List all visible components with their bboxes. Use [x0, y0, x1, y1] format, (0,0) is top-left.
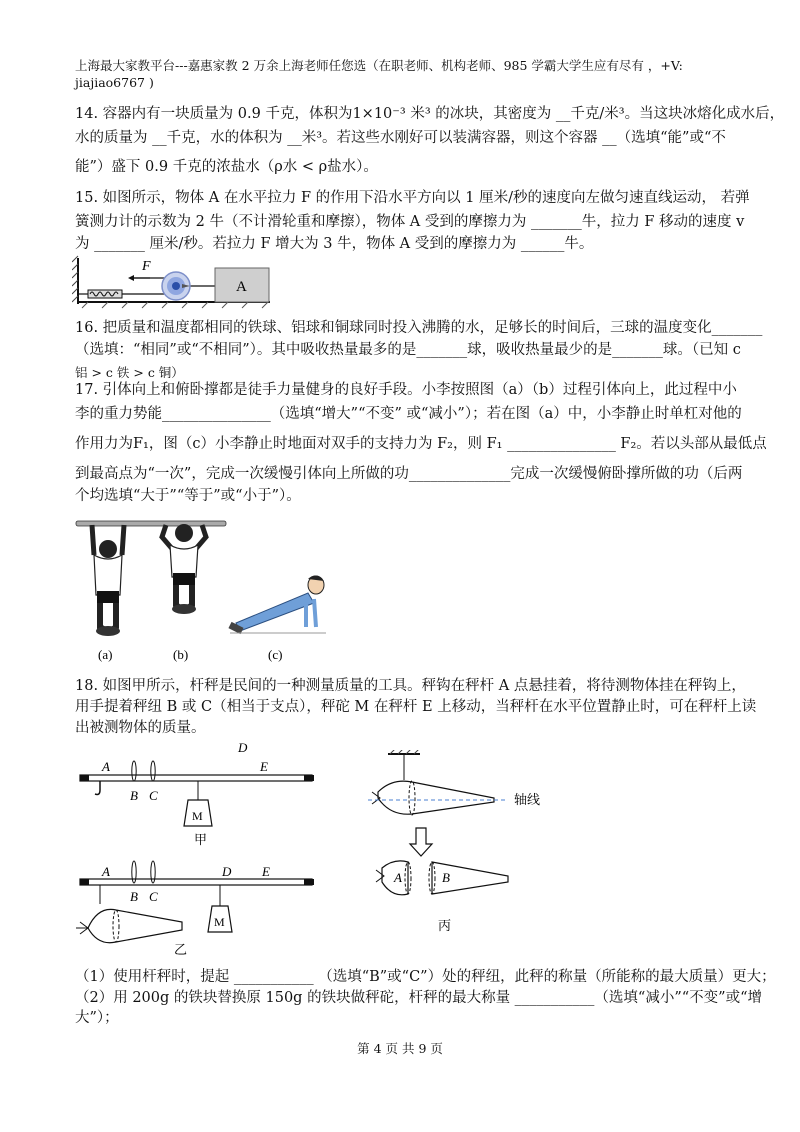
q17-line-1: 17. 引体向上和俯卧撑都是徒手力量健身的良好手段。小李按照图（a）（b）过程引体向上，此过程中小	[75, 382, 737, 398]
down-arrow-icon	[410, 828, 432, 856]
label-jia: 甲	[194, 832, 208, 847]
point-b-yi: B	[130, 889, 138, 904]
q18-line-3: 出被测物体的质量。	[75, 720, 206, 736]
point-b-jia: B	[130, 788, 138, 803]
exercise-figure	[70, 515, 350, 665]
pulley-figure	[72, 254, 272, 310]
point-a-yi: A	[102, 864, 110, 879]
q14-line-3: 能”）盛下 0.9 千克的浓盐水（ρ水 < ρ盐水）。	[75, 159, 378, 175]
header-line-1: 上海最大家教平台---嘉惠家教 2 万余上海老师任您选（在职老师、机构老师、985 学霸大学生应有尽有 ，+V:	[75, 58, 683, 73]
axis-label: 轴线	[514, 792, 541, 807]
q16-line-3: 铝 > c 铁 > c 铜）	[75, 365, 184, 380]
cone-a-label: A	[394, 870, 402, 885]
page-footer: 第 4 页 共 9 页	[357, 1041, 443, 1056]
point-d-yi: D	[222, 864, 232, 879]
hanging-cone	[378, 781, 494, 814]
person-b-icon	[162, 524, 206, 614]
page-header	[75, 57, 735, 91]
q15-line-1: 15. 如图所示，物体 A 在水平拉力 F 的作用下沿水平方向以 1 厘米/秒的速度向左做匀速直线运动， 若弹	[75, 190, 750, 206]
q15-line-2: 簧测力计的示数为 2 牛（不计滑轮重和摩擦），物体 A 受到的摩擦力为 _______牛，拉力 F 移动的速度 v	[75, 214, 745, 230]
cone-figure	[368, 750, 548, 940]
point-c-jia: C	[149, 788, 158, 803]
person-a-icon	[92, 525, 124, 636]
q18-line-1: 18. 如图甲所示，杆秤是民间的一种测量质量的工具。秤钩在秤杆 A 点悬挂着，将待测物体挂在秤钩上，	[75, 678, 746, 694]
steelyard-figure	[70, 738, 340, 960]
point-e-jia: E	[260, 759, 268, 774]
force-label: F	[142, 259, 151, 274]
q18-part-2a: （2）用 200g 的铁块替换原 150g 的铁块做秤砣，杆秤的最大称量 ___________（选填“减小”“不变”或“增	[75, 990, 762, 1006]
force-arrow-icon	[128, 275, 150, 281]
steelyard-yi	[76, 861, 314, 957]
person-c-icon	[230, 575, 326, 633]
pulley-icon	[162, 272, 190, 300]
fig-b-label: (b)	[173, 647, 189, 662]
block-a-label: A	[236, 279, 247, 295]
point-c-yi: C	[149, 889, 158, 904]
point-d-jia: D	[238, 740, 248, 755]
point-e-yi: E	[262, 864, 270, 879]
q14-line-2: 水的质量为 __千克，水的体积为 __米³。若这些水刚好可以装满容器，则这个容器 __（选填“能”或“不	[75, 130, 726, 146]
q18-part-2b: 大”）；	[75, 1010, 119, 1026]
q17-line-5: 个均选填“大于”“等于”或“小于”）。	[75, 488, 301, 504]
q17-line-4: 到最高点为“一次”，完成一次缓慢引体向上所做的功______________完成一次缓慢俯卧撑所做的功（后两	[75, 466, 743, 482]
fig-a-label: (a)	[98, 647, 113, 662]
label-bing: 丙	[438, 918, 452, 933]
q16-line-2: （选填：“相同”或“不相同”）。其中吸收热量最多的是_______球，吸收热量最少的是_______球。（已知 c	[75, 342, 741, 358]
q17-line-3: 作用力为F₁，图（c）小李静止时地面对双手的支持力为 F₂，则 F₁ _______________ F₂。若以头部从最低点	[75, 436, 767, 452]
q18-part-1: （1）使用杆秤时，提起 ___________ （选填“B”或“C”）处的秤纽，此秤的称量（所能称的最大质量）更大；	[75, 969, 776, 985]
label-yi: 乙	[174, 942, 188, 957]
q14-line-1: 14. 容器内有一块质量为 0.9 千克，体积为1×10⁻³ 米³ 的冰块，其密度为 __千克/米³。当这块冰熔化成水后，	[75, 106, 785, 122]
q15-line-3: 为 _______ 厘米/秒。若拉力 F 增大为 3 牛，物体 A 受到的摩擦力为 ______牛。	[75, 236, 594, 252]
q18-line-2: 用手提着秤纽 B 或 C（相当于支点），秤砣 M 在秤杆 E 上移动，当秤杆在水平位置静止时，可在秤杆上读	[75, 699, 757, 715]
fig-c-label: (c)	[268, 647, 283, 662]
point-a-jia: A	[102, 759, 110, 774]
weight-m-yi: M	[214, 915, 225, 929]
steelyard-jia	[80, 740, 314, 847]
header-line-2: jiajiao6767 )	[75, 75, 154, 90]
weight-m-jia: M	[192, 809, 203, 823]
spring-scale	[78, 290, 122, 298]
cone-b-label: B	[442, 870, 450, 885]
q16-line-1: 16. 把质量和温度都相同的铁球、铝球和铜球同时投入沸腾的水，足够长的时间后，三球的温度变化_______	[75, 320, 763, 336]
q17-line-2: 李的重力势能_______________（选填“增大”“不变” 或“减小”）；若在图（a）中，小李静止时单杠对他的	[75, 406, 742, 422]
